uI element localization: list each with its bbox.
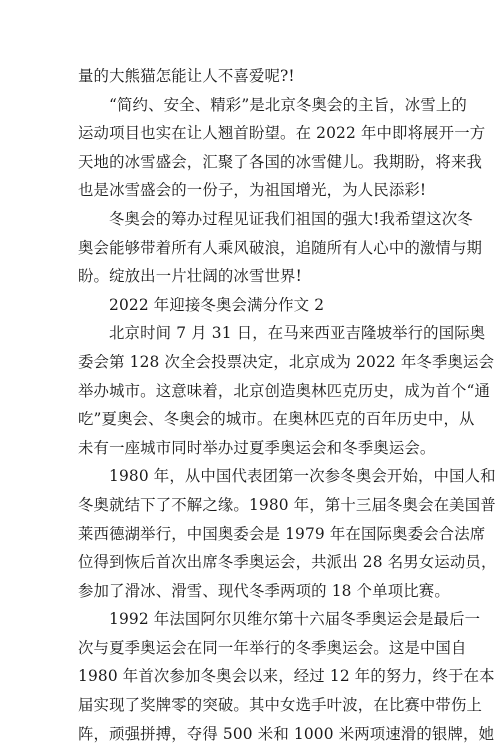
text-line: 次与夏季奥运会在同一年举行的冬季奥运会。这是中国自 [78,638,467,657]
text-line: 盼。绽放出一片壮阔的冰雪世界! [78,267,302,286]
paragraph-first-line: 1980 年，从中国代表团第一次参冬奥会开始，中国人和 [109,467,496,486]
paragraph-first-line: 1992 年法国阿尔贝维尔第十六届冬季奥运会是最后一 [109,610,481,629]
text-line: 莱西德湖举行，中国奥委会是 1979 年在国际奥委会合法席 [78,524,486,543]
text-line: 参加了滑冰、滑雪、现代冬季两项的 18 个单项比赛。 [78,581,450,600]
text-line: 委会第 128 次全会投票决定，北京成为 2022 年冬季奥运会 [78,352,495,371]
article-body [78,62,497,748]
text-line: 运动项目也实在让人翘首盼望。在 2022 年中即将展开一方 [78,124,486,143]
text-line: 天地的冰雪盛会，汇聚了各国的冰雪健儿。我期盼，将来我 [78,152,483,171]
paragraph-first-line: “简约、安全、精彩”是北京冬奥会的主旨，冰雪上的 [109,95,467,114]
paragraph-first-line: 北京时间 7 月 31 日，在马来西亚吉隆坡举行的国际奥 [109,324,486,343]
text-line: 位得到恢后首次出席冬季奥运会，共派出 28 名男女运动员， [78,553,497,572]
text-line: 届实现了奖牌零的突破。其中女选手叶波，在比赛中带伤上 [78,696,483,715]
text-line: 冬奥就结下了不解之缘。1980 年，第十三届冬奥会在美国普 [78,495,496,514]
text-line: 举办城市。这意味着，北京创造奥林匹克历史，成为首个“通 [78,381,491,400]
text-line: 也是冰雪盛会的一份子，为祖国增光，为人民添彩! [78,181,427,200]
text-line: 阵，顽强拼搏，夺得 500 米和 1000 米两项速滑的银牌，她 [78,724,495,743]
paragraph-first-line: 冬奥会的筹办过程见证我们祖国的强大!我希望这次冬 [109,209,473,228]
text-line: 量的大熊猫怎能让人不喜爱呢?! [78,67,295,85]
text-line: 未有一座城市同时举办过夏季奥运会和冬季奥运会。 [78,438,436,457]
text-line: 奥会能够带着所有人乘风破浪，追随所有人心中的激情与期 [78,238,483,257]
paragraph-first-line: 2022 年迎接冬奥会满分作文 2 [109,295,325,314]
text-line: 吃”夏奥会、冬奥会的城市。在奥林匹克的百年历史中，从 [78,410,475,429]
text-line: 1980 年首次参加冬奥会以来，经过 12 年的努力，终于在本 [78,667,495,686]
